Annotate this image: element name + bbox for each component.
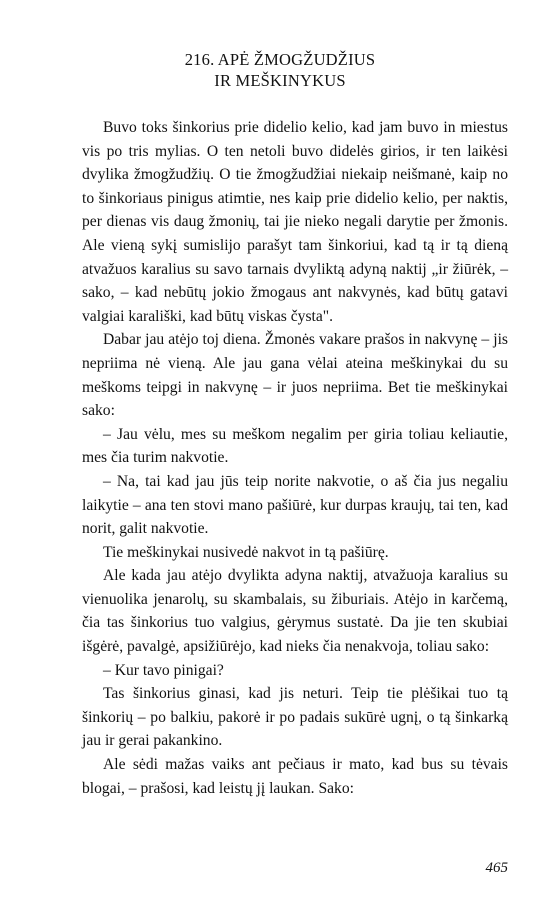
dialogue-line: – Kur tavo pinigai? xyxy=(103,661,224,679)
paragraph: Buvo toks šinkorius prie didelio kelio, kad jam buvo in miestus vis po tris mylias. O ten netoli buvo didelės girios, ir ten laikėsi dvylika žmogžudžių. O tie žmogžudžiai niekaip neišmanė, kaip no to šinkoriaus pinigus atimtie, nes kaip prie didelio kelio, per naktis, per dienas vis daug žmonių, tai jie nieko negali darytie per žmonis. Ale vieną sykį sumislijo parašyt tam šinkoriui, kad tą ir tą dieną atvažuos karalius su savo tarnais dvyliktą adyną naktij „ir žiūrėk, – sako, – kad nebūtų jokio žmogaus ant nakvynės, kad būtų gatavi valgiai karališki, kad būtų viskas čysta". xyxy=(82,119,508,325)
story-title xyxy=(0,49,560,91)
title-line-1: 216. APĖ ŽMOGŽUDŽIUS xyxy=(184,50,376,69)
dialogue-line: – Jau vėlu, mes su meškom negalim per giria toliau keliautie, mes čia turim nakvotie. xyxy=(82,425,508,467)
paragraph: Ale kada jau atėjo dvylikta adyna naktij, atvažuoja karalius su vienuolika jenarolų, su skambalais, su žiburiais. Atėjo in karčemą, čia tas šinkorius tuo valgius, gėrymus sustatė. Da jie ten skubiai išgėrė, pavalgė, apsižiūrėjo, kad nieks čia nenakvoja, toliau sako: xyxy=(82,567,508,656)
paragraph: Tie meškinykai nusivedė nakvot in tą pašiūrę. xyxy=(103,543,389,561)
dialogue-line: – Na, tai kad jau jūs teip norite nakvotie, o aš čia jus negaliu laikytie – ana ten stovi mano pašiūrė, kur durpas kraujų, tai ten, kad norit, galit nakvotie. xyxy=(82,472,508,538)
paragraph: Ale sėdi mažas vaiks ant pečiaus ir mato, kad bus su tėvais blogai, – prašosi, kad leistų jį laukan. Sako: xyxy=(82,756,508,797)
title-line-2: IR MEŠKINYKUS xyxy=(214,71,346,90)
paragraph: Dabar jau atėjo toj diena. Žmonės vakare prašos in nakvynę – jis nepriima nė vieną. Ale jau gana vėlai ateina meškinykai du su meškoms teipgi in nakvynę – ir juos nepriima. Bet tie meškinykai sako: xyxy=(82,331,508,420)
page-number: 465 xyxy=(485,860,508,876)
paragraph: Tas šinkorius ginasi, kad jis neturi. Teip tie plėšikai tuo tą šinkorių – po balkiu, pakorė ir po padais sukūrė ugnį, o tą šinkarką jau ir gerai pakankino. xyxy=(82,685,508,750)
story-body xyxy=(82,116,508,800)
